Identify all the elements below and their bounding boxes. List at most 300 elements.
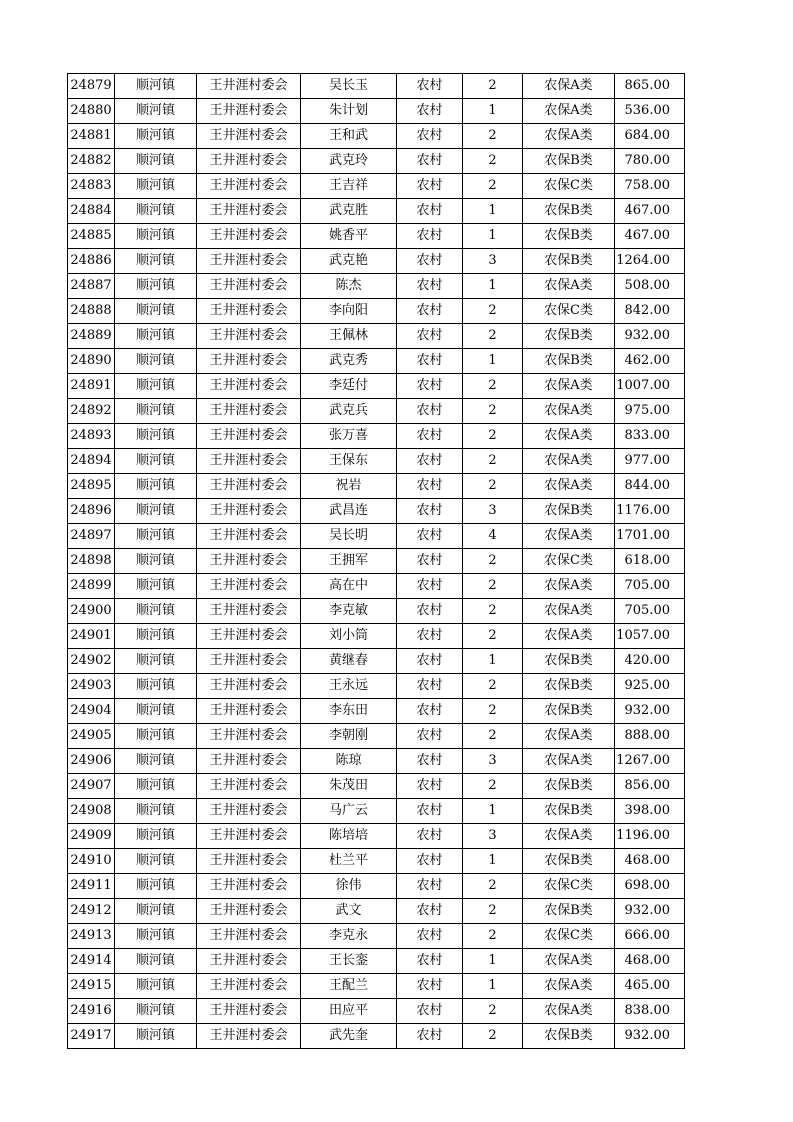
town-cell: 顺河镇	[115, 849, 197, 874]
name-cell: 陈杰	[301, 274, 397, 299]
village-committee-cell: 王井涯村委会	[197, 974, 301, 999]
area-type-cell: 农村	[397, 949, 463, 974]
area-type-cell: 农村	[397, 99, 463, 124]
area-type-cell: 农村	[397, 474, 463, 499]
serial-number-cell: 24914	[68, 949, 115, 974]
serial-number-cell: 24905	[68, 724, 115, 749]
town-cell: 顺河镇	[115, 499, 197, 524]
table-row	[68, 99, 685, 124]
name-cell: 武文	[301, 899, 397, 924]
household-count-cell: 2	[463, 124, 523, 149]
town-cell: 顺河镇	[115, 99, 197, 124]
name-cell: 王配兰	[301, 974, 397, 999]
serial-number-cell: 24890	[68, 349, 115, 374]
serial-number-cell: 24879	[68, 74, 115, 99]
serial-number-cell: 24896	[68, 499, 115, 524]
household-count-cell: 2	[463, 74, 523, 99]
insurance-category-cell: 农保A类	[523, 449, 615, 474]
table-row	[68, 324, 685, 349]
area-type-cell: 农村	[397, 774, 463, 799]
serial-number-cell: 24888	[68, 299, 115, 324]
amount-cell: 838.00	[615, 999, 685, 1024]
name-cell: 田应平	[301, 999, 397, 1024]
name-cell: 杜兰平	[301, 849, 397, 874]
serial-number-cell: 24903	[68, 674, 115, 699]
village-committee-cell: 王井涯村委会	[197, 1024, 301, 1049]
name-cell: 李廷付	[301, 374, 397, 399]
name-cell: 李向阳	[301, 299, 397, 324]
serial-number-cell: 24889	[68, 324, 115, 349]
table-row	[68, 774, 685, 799]
insurance-category-cell: 农保A类	[523, 999, 615, 1024]
serial-number-cell: 24894	[68, 449, 115, 474]
table-row	[68, 399, 685, 424]
household-count-cell: 2	[463, 174, 523, 199]
village-committee-cell: 王井涯村委会	[197, 399, 301, 424]
village-committee-cell: 王井涯村委会	[197, 449, 301, 474]
insurance-category-cell: 农保A类	[523, 374, 615, 399]
area-type-cell: 农村	[397, 799, 463, 824]
area-type-cell: 农村	[397, 74, 463, 99]
village-committee-cell: 王井涯村委会	[197, 199, 301, 224]
name-cell: 武克兵	[301, 399, 397, 424]
table-row	[68, 549, 685, 574]
area-type-cell: 农村	[397, 399, 463, 424]
area-type-cell: 农村	[397, 149, 463, 174]
amount-cell: 975.00	[615, 399, 685, 424]
area-type-cell: 农村	[397, 124, 463, 149]
name-cell: 李东田	[301, 699, 397, 724]
serial-number-cell: 24910	[68, 849, 115, 874]
table-row	[68, 949, 685, 974]
household-count-cell: 2	[463, 599, 523, 624]
area-type-cell: 农村	[397, 374, 463, 399]
table-row	[68, 1024, 685, 1049]
name-cell: 刘小筒	[301, 624, 397, 649]
data-table	[67, 73, 685, 1049]
name-cell: 王拥军	[301, 549, 397, 574]
insurance-category-cell: 农保B类	[523, 649, 615, 674]
household-count-cell: 2	[463, 574, 523, 599]
household-count-cell: 1	[463, 349, 523, 374]
town-cell: 顺河镇	[115, 74, 197, 99]
amount-cell: 508.00	[615, 274, 685, 299]
household-count-cell: 1	[463, 224, 523, 249]
amount-cell: 398.00	[615, 799, 685, 824]
table-body	[68, 74, 685, 1049]
area-type-cell: 农村	[397, 274, 463, 299]
area-type-cell: 农村	[397, 624, 463, 649]
table-row	[68, 699, 685, 724]
table-row	[68, 74, 685, 99]
village-committee-cell: 王井涯村委会	[197, 649, 301, 674]
area-type-cell: 农村	[397, 574, 463, 599]
area-type-cell: 农村	[397, 1024, 463, 1049]
household-count-cell: 2	[463, 399, 523, 424]
amount-cell: 833.00	[615, 424, 685, 449]
area-type-cell: 农村	[397, 524, 463, 549]
area-type-cell: 农村	[397, 349, 463, 374]
amount-cell: 842.00	[615, 299, 685, 324]
serial-number-cell: 24887	[68, 274, 115, 299]
insurance-category-cell: 农保A类	[523, 474, 615, 499]
household-count-cell: 2	[463, 874, 523, 899]
village-committee-cell: 王井涯村委会	[197, 874, 301, 899]
village-committee-cell: 王井涯村委会	[197, 374, 301, 399]
town-cell: 顺河镇	[115, 474, 197, 499]
household-count-cell: 1	[463, 849, 523, 874]
name-cell: 武先奎	[301, 1024, 397, 1049]
village-committee-cell: 王井涯村委会	[197, 474, 301, 499]
town-cell: 顺河镇	[115, 524, 197, 549]
amount-cell: 925.00	[615, 674, 685, 699]
table-row	[68, 449, 685, 474]
area-type-cell: 农村	[397, 824, 463, 849]
serial-number-cell: 24900	[68, 599, 115, 624]
serial-number-cell: 24892	[68, 399, 115, 424]
name-cell: 吴长明	[301, 524, 397, 549]
amount-cell: 1196.00	[615, 824, 685, 849]
town-cell: 顺河镇	[115, 624, 197, 649]
serial-number-cell: 24901	[68, 624, 115, 649]
town-cell: 顺河镇	[115, 924, 197, 949]
village-committee-cell: 王井涯村委会	[197, 724, 301, 749]
household-count-cell: 2	[463, 549, 523, 574]
town-cell: 顺河镇	[115, 224, 197, 249]
area-type-cell: 农村	[397, 174, 463, 199]
insurance-category-cell: 农保A类	[523, 124, 615, 149]
table-row	[68, 874, 685, 899]
serial-number-cell: 24908	[68, 799, 115, 824]
insurance-category-cell: 农保A类	[523, 749, 615, 774]
insurance-category-cell: 农保A类	[523, 974, 615, 999]
household-count-cell: 1	[463, 649, 523, 674]
household-count-cell: 2	[463, 724, 523, 749]
town-cell: 顺河镇	[115, 599, 197, 624]
name-cell: 王长銮	[301, 949, 397, 974]
insurance-category-cell: 农保A类	[523, 99, 615, 124]
household-count-cell: 2	[463, 449, 523, 474]
insurance-category-cell: 农保B类	[523, 699, 615, 724]
town-cell: 顺河镇	[115, 324, 197, 349]
serial-number-cell: 24909	[68, 824, 115, 849]
area-type-cell: 农村	[397, 424, 463, 449]
village-committee-cell: 王井涯村委会	[197, 549, 301, 574]
area-type-cell: 农村	[397, 999, 463, 1024]
household-count-cell: 3	[463, 499, 523, 524]
table-row	[68, 224, 685, 249]
amount-cell: 705.00	[615, 574, 685, 599]
town-cell: 顺河镇	[115, 649, 197, 674]
insurance-category-cell: 农保C类	[523, 174, 615, 199]
amount-cell: 618.00	[615, 549, 685, 574]
household-count-cell: 2	[463, 299, 523, 324]
area-type-cell: 农村	[397, 749, 463, 774]
village-committee-cell: 王井涯村委会	[197, 599, 301, 624]
town-cell: 顺河镇	[115, 749, 197, 774]
village-committee-cell: 王井涯村委会	[197, 74, 301, 99]
household-count-cell: 2	[463, 774, 523, 799]
table-row	[68, 849, 685, 874]
table-row	[68, 524, 685, 549]
name-cell: 朱计划	[301, 99, 397, 124]
name-cell: 武克秀	[301, 349, 397, 374]
name-cell: 朱茂田	[301, 774, 397, 799]
insurance-category-cell: 农保B类	[523, 349, 615, 374]
insurance-category-cell: 农保C类	[523, 924, 615, 949]
serial-number-cell: 24880	[68, 99, 115, 124]
village-committee-cell: 王井涯村委会	[197, 999, 301, 1024]
area-type-cell: 农村	[397, 549, 463, 574]
household-count-cell: 2	[463, 374, 523, 399]
village-committee-cell: 王井涯村委会	[197, 299, 301, 324]
insurance-category-cell: 农保A类	[523, 949, 615, 974]
area-type-cell: 农村	[397, 599, 463, 624]
serial-number-cell: 24886	[68, 249, 115, 274]
insurance-category-cell: 农保B类	[523, 149, 615, 174]
name-cell: 王吉祥	[301, 174, 397, 199]
amount-cell: 1264.00	[615, 249, 685, 274]
insurance-category-cell: 农保C类	[523, 549, 615, 574]
name-cell: 武克玲	[301, 149, 397, 174]
name-cell: 武克胜	[301, 199, 397, 224]
village-committee-cell: 王井涯村委会	[197, 899, 301, 924]
serial-number-cell: 24882	[68, 149, 115, 174]
table-row	[68, 924, 685, 949]
household-count-cell: 1	[463, 274, 523, 299]
table-row	[68, 649, 685, 674]
town-cell: 顺河镇	[115, 999, 197, 1024]
name-cell: 吴长玉	[301, 74, 397, 99]
amount-cell: 705.00	[615, 599, 685, 624]
town-cell: 顺河镇	[115, 799, 197, 824]
household-count-cell: 3	[463, 749, 523, 774]
amount-cell: 932.00	[615, 899, 685, 924]
amount-cell: 1176.00	[615, 499, 685, 524]
insurance-category-cell: 农保A类	[523, 724, 615, 749]
town-cell: 顺河镇	[115, 374, 197, 399]
amount-cell: 1267.00	[615, 749, 685, 774]
household-count-cell: 2	[463, 999, 523, 1024]
name-cell: 黄继春	[301, 649, 397, 674]
table-row	[68, 124, 685, 149]
insurance-category-cell: 农保B类	[523, 899, 615, 924]
serial-number-cell: 24906	[68, 749, 115, 774]
amount-cell: 462.00	[615, 349, 685, 374]
household-count-cell: 2	[463, 324, 523, 349]
household-count-cell: 2	[463, 899, 523, 924]
name-cell: 王和武	[301, 124, 397, 149]
household-count-cell: 2	[463, 1024, 523, 1049]
amount-cell: 888.00	[615, 724, 685, 749]
insurance-category-cell: 农保B类	[523, 224, 615, 249]
village-committee-cell: 王井涯村委会	[197, 124, 301, 149]
town-cell: 顺河镇	[115, 949, 197, 974]
amount-cell: 1057.00	[615, 624, 685, 649]
town-cell: 顺河镇	[115, 199, 197, 224]
amount-cell: 468.00	[615, 949, 685, 974]
village-committee-cell: 王井涯村委会	[197, 924, 301, 949]
amount-cell: 1701.00	[615, 524, 685, 549]
name-cell: 陈培培	[301, 824, 397, 849]
table-row	[68, 274, 685, 299]
name-cell: 武昌连	[301, 499, 397, 524]
table-row	[68, 749, 685, 774]
table-row	[68, 624, 685, 649]
table-row	[68, 424, 685, 449]
table-row	[68, 899, 685, 924]
village-committee-cell: 王井涯村委会	[197, 249, 301, 274]
serial-number-cell: 24898	[68, 549, 115, 574]
serial-number-cell: 24899	[68, 574, 115, 599]
amount-cell: 420.00	[615, 649, 685, 674]
serial-number-cell: 24917	[68, 1024, 115, 1049]
name-cell: 李朝刚	[301, 724, 397, 749]
household-count-cell: 2	[463, 149, 523, 174]
household-count-cell: 2	[463, 474, 523, 499]
table-row	[68, 299, 685, 324]
table-row	[68, 799, 685, 824]
town-cell: 顺河镇	[115, 424, 197, 449]
name-cell: 高在中	[301, 574, 397, 599]
town-cell: 顺河镇	[115, 349, 197, 374]
household-count-cell: 2	[463, 699, 523, 724]
town-cell: 顺河镇	[115, 574, 197, 599]
table-row	[68, 149, 685, 174]
serial-number-cell: 24916	[68, 999, 115, 1024]
household-count-cell: 3	[463, 824, 523, 849]
amount-cell: 684.00	[615, 124, 685, 149]
area-type-cell: 农村	[397, 249, 463, 274]
insurance-category-cell: 农保B类	[523, 1024, 615, 1049]
area-type-cell: 农村	[397, 224, 463, 249]
village-committee-cell: 王井涯村委会	[197, 349, 301, 374]
table-row	[68, 499, 685, 524]
area-type-cell: 农村	[397, 449, 463, 474]
amount-cell: 780.00	[615, 149, 685, 174]
amount-cell: 758.00	[615, 174, 685, 199]
serial-number-cell: 24897	[68, 524, 115, 549]
table-row	[68, 374, 685, 399]
amount-cell: 856.00	[615, 774, 685, 799]
amount-cell: 468.00	[615, 849, 685, 874]
insurance-category-cell: 农保A类	[523, 574, 615, 599]
town-cell: 顺河镇	[115, 549, 197, 574]
insurance-category-cell: 农保A类	[523, 399, 615, 424]
amount-cell: 467.00	[615, 224, 685, 249]
insurance-category-cell: 农保B类	[523, 774, 615, 799]
amount-cell: 977.00	[615, 449, 685, 474]
amount-cell: 865.00	[615, 74, 685, 99]
area-type-cell: 农村	[397, 849, 463, 874]
village-committee-cell: 王井涯村委会	[197, 174, 301, 199]
area-type-cell: 农村	[397, 499, 463, 524]
amount-cell: 536.00	[615, 99, 685, 124]
name-cell: 王保东	[301, 449, 397, 474]
serial-number-cell: 24911	[68, 874, 115, 899]
household-count-cell: 2	[463, 624, 523, 649]
household-count-cell: 4	[463, 524, 523, 549]
table-row	[68, 474, 685, 499]
insurance-category-cell: 农保B类	[523, 324, 615, 349]
town-cell: 顺河镇	[115, 724, 197, 749]
insurance-category-cell: 农保B类	[523, 499, 615, 524]
household-count-cell: 2	[463, 424, 523, 449]
table-row	[68, 824, 685, 849]
table-row	[68, 199, 685, 224]
village-committee-cell: 王井涯村委会	[197, 824, 301, 849]
village-committee-cell: 王井涯村委会	[197, 949, 301, 974]
name-cell: 姚香平	[301, 224, 397, 249]
serial-number-cell: 24881	[68, 124, 115, 149]
serial-number-cell: 24912	[68, 899, 115, 924]
name-cell: 陈琼	[301, 749, 397, 774]
village-committee-cell: 王井涯村委会	[197, 99, 301, 124]
village-committee-cell: 王井涯村委会	[197, 324, 301, 349]
serial-number-cell: 24885	[68, 224, 115, 249]
amount-cell: 844.00	[615, 474, 685, 499]
insurance-category-cell: 农保C类	[523, 299, 615, 324]
town-cell: 顺河镇	[115, 249, 197, 274]
area-type-cell: 农村	[397, 924, 463, 949]
town-cell: 顺河镇	[115, 449, 197, 474]
insurance-category-cell: 农保A类	[523, 524, 615, 549]
area-type-cell: 农村	[397, 974, 463, 999]
name-cell: 祝岩	[301, 474, 397, 499]
insurance-category-cell: 农保C类	[523, 874, 615, 899]
serial-number-cell: 24913	[68, 924, 115, 949]
amount-cell: 467.00	[615, 199, 685, 224]
serial-number-cell: 24907	[68, 774, 115, 799]
insurance-category-cell: 农保B类	[523, 249, 615, 274]
amount-cell: 666.00	[615, 924, 685, 949]
household-count-cell: 1	[463, 949, 523, 974]
table-row	[68, 599, 685, 624]
amount-cell: 1007.00	[615, 374, 685, 399]
insurance-category-cell: 农保B类	[523, 199, 615, 224]
town-cell: 顺河镇	[115, 149, 197, 174]
town-cell: 顺河镇	[115, 299, 197, 324]
area-type-cell: 农村	[397, 299, 463, 324]
town-cell: 顺河镇	[115, 1024, 197, 1049]
village-committee-cell: 王井涯村委会	[197, 674, 301, 699]
household-count-cell: 1	[463, 199, 523, 224]
insurance-category-cell: 农保B类	[523, 674, 615, 699]
insurance-category-cell: 农保B类	[523, 799, 615, 824]
village-committee-cell: 王井涯村委会	[197, 624, 301, 649]
serial-number-cell: 24884	[68, 199, 115, 224]
town-cell: 顺河镇	[115, 874, 197, 899]
village-committee-cell: 王井涯村委会	[197, 699, 301, 724]
town-cell: 顺河镇	[115, 699, 197, 724]
table-row	[68, 349, 685, 374]
name-cell: 王永远	[301, 674, 397, 699]
household-count-cell: 2	[463, 674, 523, 699]
name-cell: 王佩林	[301, 324, 397, 349]
area-type-cell: 农村	[397, 724, 463, 749]
name-cell: 马广云	[301, 799, 397, 824]
town-cell: 顺河镇	[115, 674, 197, 699]
table-row	[68, 249, 685, 274]
serial-number-cell: 24883	[68, 174, 115, 199]
household-count-cell: 3	[463, 249, 523, 274]
amount-cell: 698.00	[615, 874, 685, 899]
household-count-cell: 1	[463, 99, 523, 124]
town-cell: 顺河镇	[115, 774, 197, 799]
area-type-cell: 农村	[397, 899, 463, 924]
amount-cell: 465.00	[615, 974, 685, 999]
name-cell: 李克敏	[301, 599, 397, 624]
